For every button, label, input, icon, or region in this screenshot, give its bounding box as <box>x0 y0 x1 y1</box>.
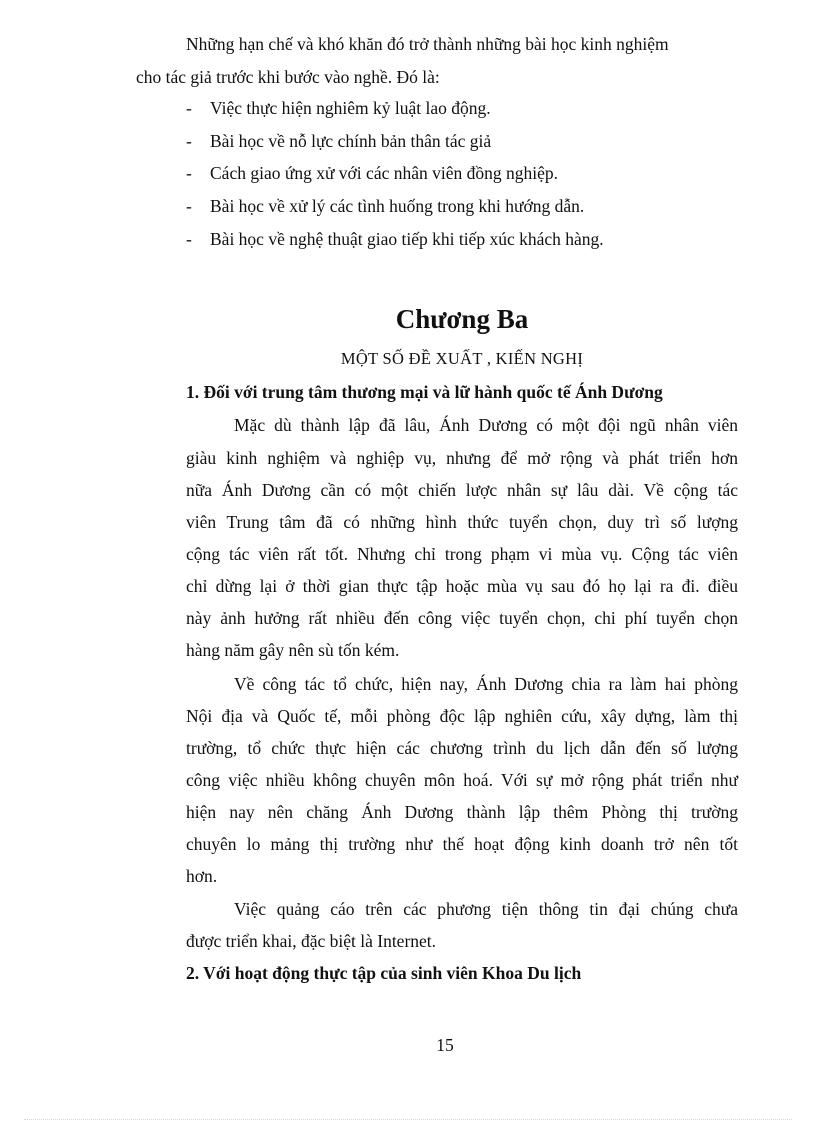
chapter-subtitle: MỘT SỐ ĐỀ XUẤT , KIẾN NGHỊ <box>340 349 584 368</box>
paragraph-line: chuyên lo mảng thị trường như thế hoạt động kinh doanh trở nên tốt <box>186 834 738 854</box>
list-item: Việc thực hiện nghiêm kỷ luật lao động. <box>210 98 491 118</box>
list-item-dash: - <box>186 98 192 118</box>
list-item-dash: - <box>186 196 192 216</box>
paragraph-line: được triển khai, đặc biệt là Internet. <box>186 931 437 951</box>
paragraph-line: chỉ dừng lại ở thời gian thực tập hoặc mùa vụ sau đó họ lại ra đi. điều <box>186 576 738 596</box>
list-item: Bài học về nỗ lực chính bản thân tác giả <box>210 131 492 151</box>
list-item: Cách giao ứng xử với các nhân viên đồng nghiệp. <box>210 163 559 183</box>
paragraph-line: viên Trung tâm đã có những hình thức tuyển chọn, duy trì số lượng <box>186 512 738 532</box>
list-item: Bài học về nghệ thuật giao tiếp khi tiếp xúc khách hàng. <box>210 229 604 249</box>
paragraph-line: nữa Ánh Dương cần có một chiến lược nhân sự lâu dài. Về cộng tác <box>186 480 738 500</box>
intro-line-1: Những hạn chế và khó khăn đó trở thành những bài học kinh nghiệm <box>186 34 669 54</box>
list-item-dash: - <box>186 131 192 151</box>
page-bottom-divider <box>24 1119 792 1120</box>
list-item-dash: - <box>186 229 192 249</box>
paragraph-line: Nội địa và Quốc tế, mỗi phòng độc lập nghiên cứu, xây dựng, làm thị <box>186 706 738 726</box>
paragraph-line: giàu kinh nghiệm và nghiệp vụ, nhưng để mở rộng và phát triển hơn <box>186 448 738 468</box>
paragraph-line: công việc nhiều không chuyên môn hoá. Với sự mở rộng phát triển như <box>186 770 738 790</box>
chapter-title: Chương Ba <box>395 304 529 334</box>
paragraph-line: Về công tác tổ chức, hiện nay, Ánh Dương chia ra làm hai phòng <box>234 674 738 694</box>
list-item: Bài học về xử lý các tình huống trong khi hướng dẫn. <box>210 196 585 216</box>
paragraph-line: này ảnh hưởng rất nhiều đến công việc tuyển chọn, chi phí tuyển chọn <box>186 608 738 628</box>
paragraph-line: Việc quảng cáo trên các phương tiện thông tin đại chúng chưa <box>234 899 738 919</box>
list-item-dash: - <box>186 163 192 183</box>
paragraph-line: hiện nay nên chăng Ánh Dương thành lập thêm Phòng thị trường <box>186 802 738 822</box>
paragraph-line: trường, tổ chức thực hiện các chương trình du lịch dẫn đến số lượng <box>186 738 738 758</box>
intro-line-2: cho tác giả trước khi bước vào nghề. Đó là: <box>136 67 440 87</box>
paragraph-line: hơn. <box>186 866 218 886</box>
paragraph-line: cộng tác viên rất tốt. Nhưng chỉ trong phạm vi mùa vụ. Cộng tác viên <box>186 544 738 564</box>
page-number: 15 <box>436 1035 454 1055</box>
paragraph-line: hàng năm gây nên sù tốn kém. <box>186 640 400 660</box>
section-2-heading: 2. Với hoạt động thực tập của sinh viên Khoa Du lịch <box>186 963 582 983</box>
section-1-heading: 1. Đối với trung tâm thương mại và lữ hành quốc tế Ánh Dương <box>186 382 663 402</box>
paragraph-line: Mặc dù thành lập đã lâu, Ánh Dương có một đội ngũ nhân viên <box>234 415 738 435</box>
